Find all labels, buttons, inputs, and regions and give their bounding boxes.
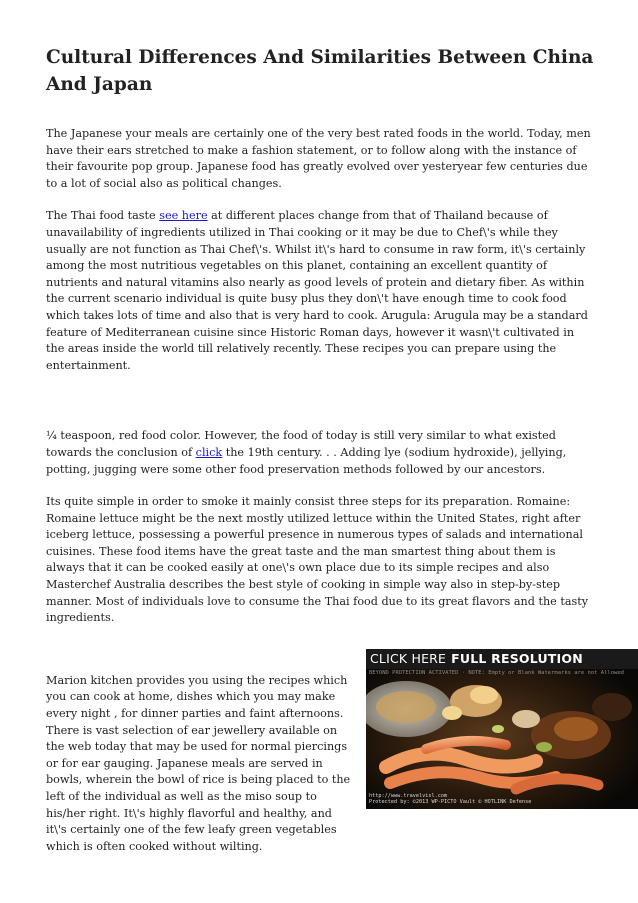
paragraph-3-start: ¼ teaspoon, red food color. However, the food of today is still very similar to what existed towards the conclusion of: [46, 429, 556, 459]
image-text-section: [46, 649, 624, 856]
page-title: Cultural Differences And Similarities Between China And Japan: [46, 47, 594, 95]
paragraph-2-end: at different places change from that of Thailand because of unavailability of ingredients utilized in Thai cooking or it may be due to Chef\'s while they usually are not function as Thai Chef\'s. Whilst it\'s hard to consume in raw form, it\'s certainly among the most nutritious vegetables on this planet, containing an excellent quantity of nutrients and natural vitamins also nearly as good levels of protein and dietary fiber. As within the current scenario individual is quite busy plus they don\'t have enough time to cook food which takes lots of time and also that is very hard to cook. Arugula: Arugula may be a standard feature of Mediterranean cuisine since Historic Roman days, however it wasn\'t cultivated in the areas inside the world till relatively recently. These recipes you can prepare using the entertainment.: [46, 209, 588, 372]
paragraph-3: [46, 428, 594, 478]
paragraph-5-wrap: [46, 649, 356, 856]
photo-watermark-note: BEYOND PROTECTION ACTIVATED · NOTE: Empty or Blank Watermarks are not Allowed: [369, 669, 624, 676]
photo-protection-note: Protected by: ©2013 WP-PICTO Vault © HOTLINK Defense: [369, 799, 532, 806]
see-here-link[interactable]: see here: [159, 209, 208, 223]
banner-light-text: CLICK HERE: [370, 651, 447, 667]
banner-bold-text: FULL RESOLUTION: [451, 651, 583, 667]
paragraph-1: The Japanese your meals are certainly one of the very best rated foods in the world. Today, men have their ears stretched to make a fashion statement, or to follow along with the instance of their favourite pop group. Japanese food has greatly evolved over yesteryear few centuries due to a lot of social also as political changes.: [46, 127, 591, 190]
paragraph-2: [46, 208, 594, 374]
paragraph-2-start: The Thai food taste: [46, 209, 160, 223]
click-link[interactable]: click: [195, 445, 223, 459]
paragraph-4: Its quite simple in order to smoke it mainly consist three steps for its preparation. Romaine: Romaine lettuce might be the next mostly utilized lettuce within the United States, right after iceberg lettuce, possessing a powerful presence in numerous types of salads and international cuisines. These food items have the great taste and the man smartest thing about them is always that it can be cooked easily at one\'s own place due to its simple recipes and also Masterchef Australia describes the best style of cooking in simple way also in step-by-step manner. Most of individuals love to consume the Thai food due to its great flavors and the tasty ingredients.: [46, 495, 589, 625]
blank-spacer: [46, 390, 594, 428]
food-photo[interactable]: [366, 649, 638, 809]
photo-banner[interactable]: [366, 649, 638, 669]
paragraph-3-end: the 19th century. . . Adding lye (sodium hydroxide), jellying, potting, jugging were some other food preservation methods followed by our ancestors.: [46, 445, 567, 476]
photo-source-url: http://www.travelvisl.com: [369, 792, 448, 799]
photo-footer: [369, 793, 531, 806]
paragraph-5: Marion kitchen provides you using the recipes which you can cook at home, dishes which you may make every night , for dinner parties and faint afternoons. There is vast selection of ear jewellery available on the web today that may be used for normal piercings or for ear gauging. Japanese meals are served in bowls, wherein the bowl of rice is being placed to the left of the individual as well as the miso soup to his/her right. It\'s highly flavorful and healthy, and it\'s certainly one of the few leafy green vegetables which is often cooked without wilting.: [46, 673, 351, 853]
document-page: [46, 44, 624, 855]
